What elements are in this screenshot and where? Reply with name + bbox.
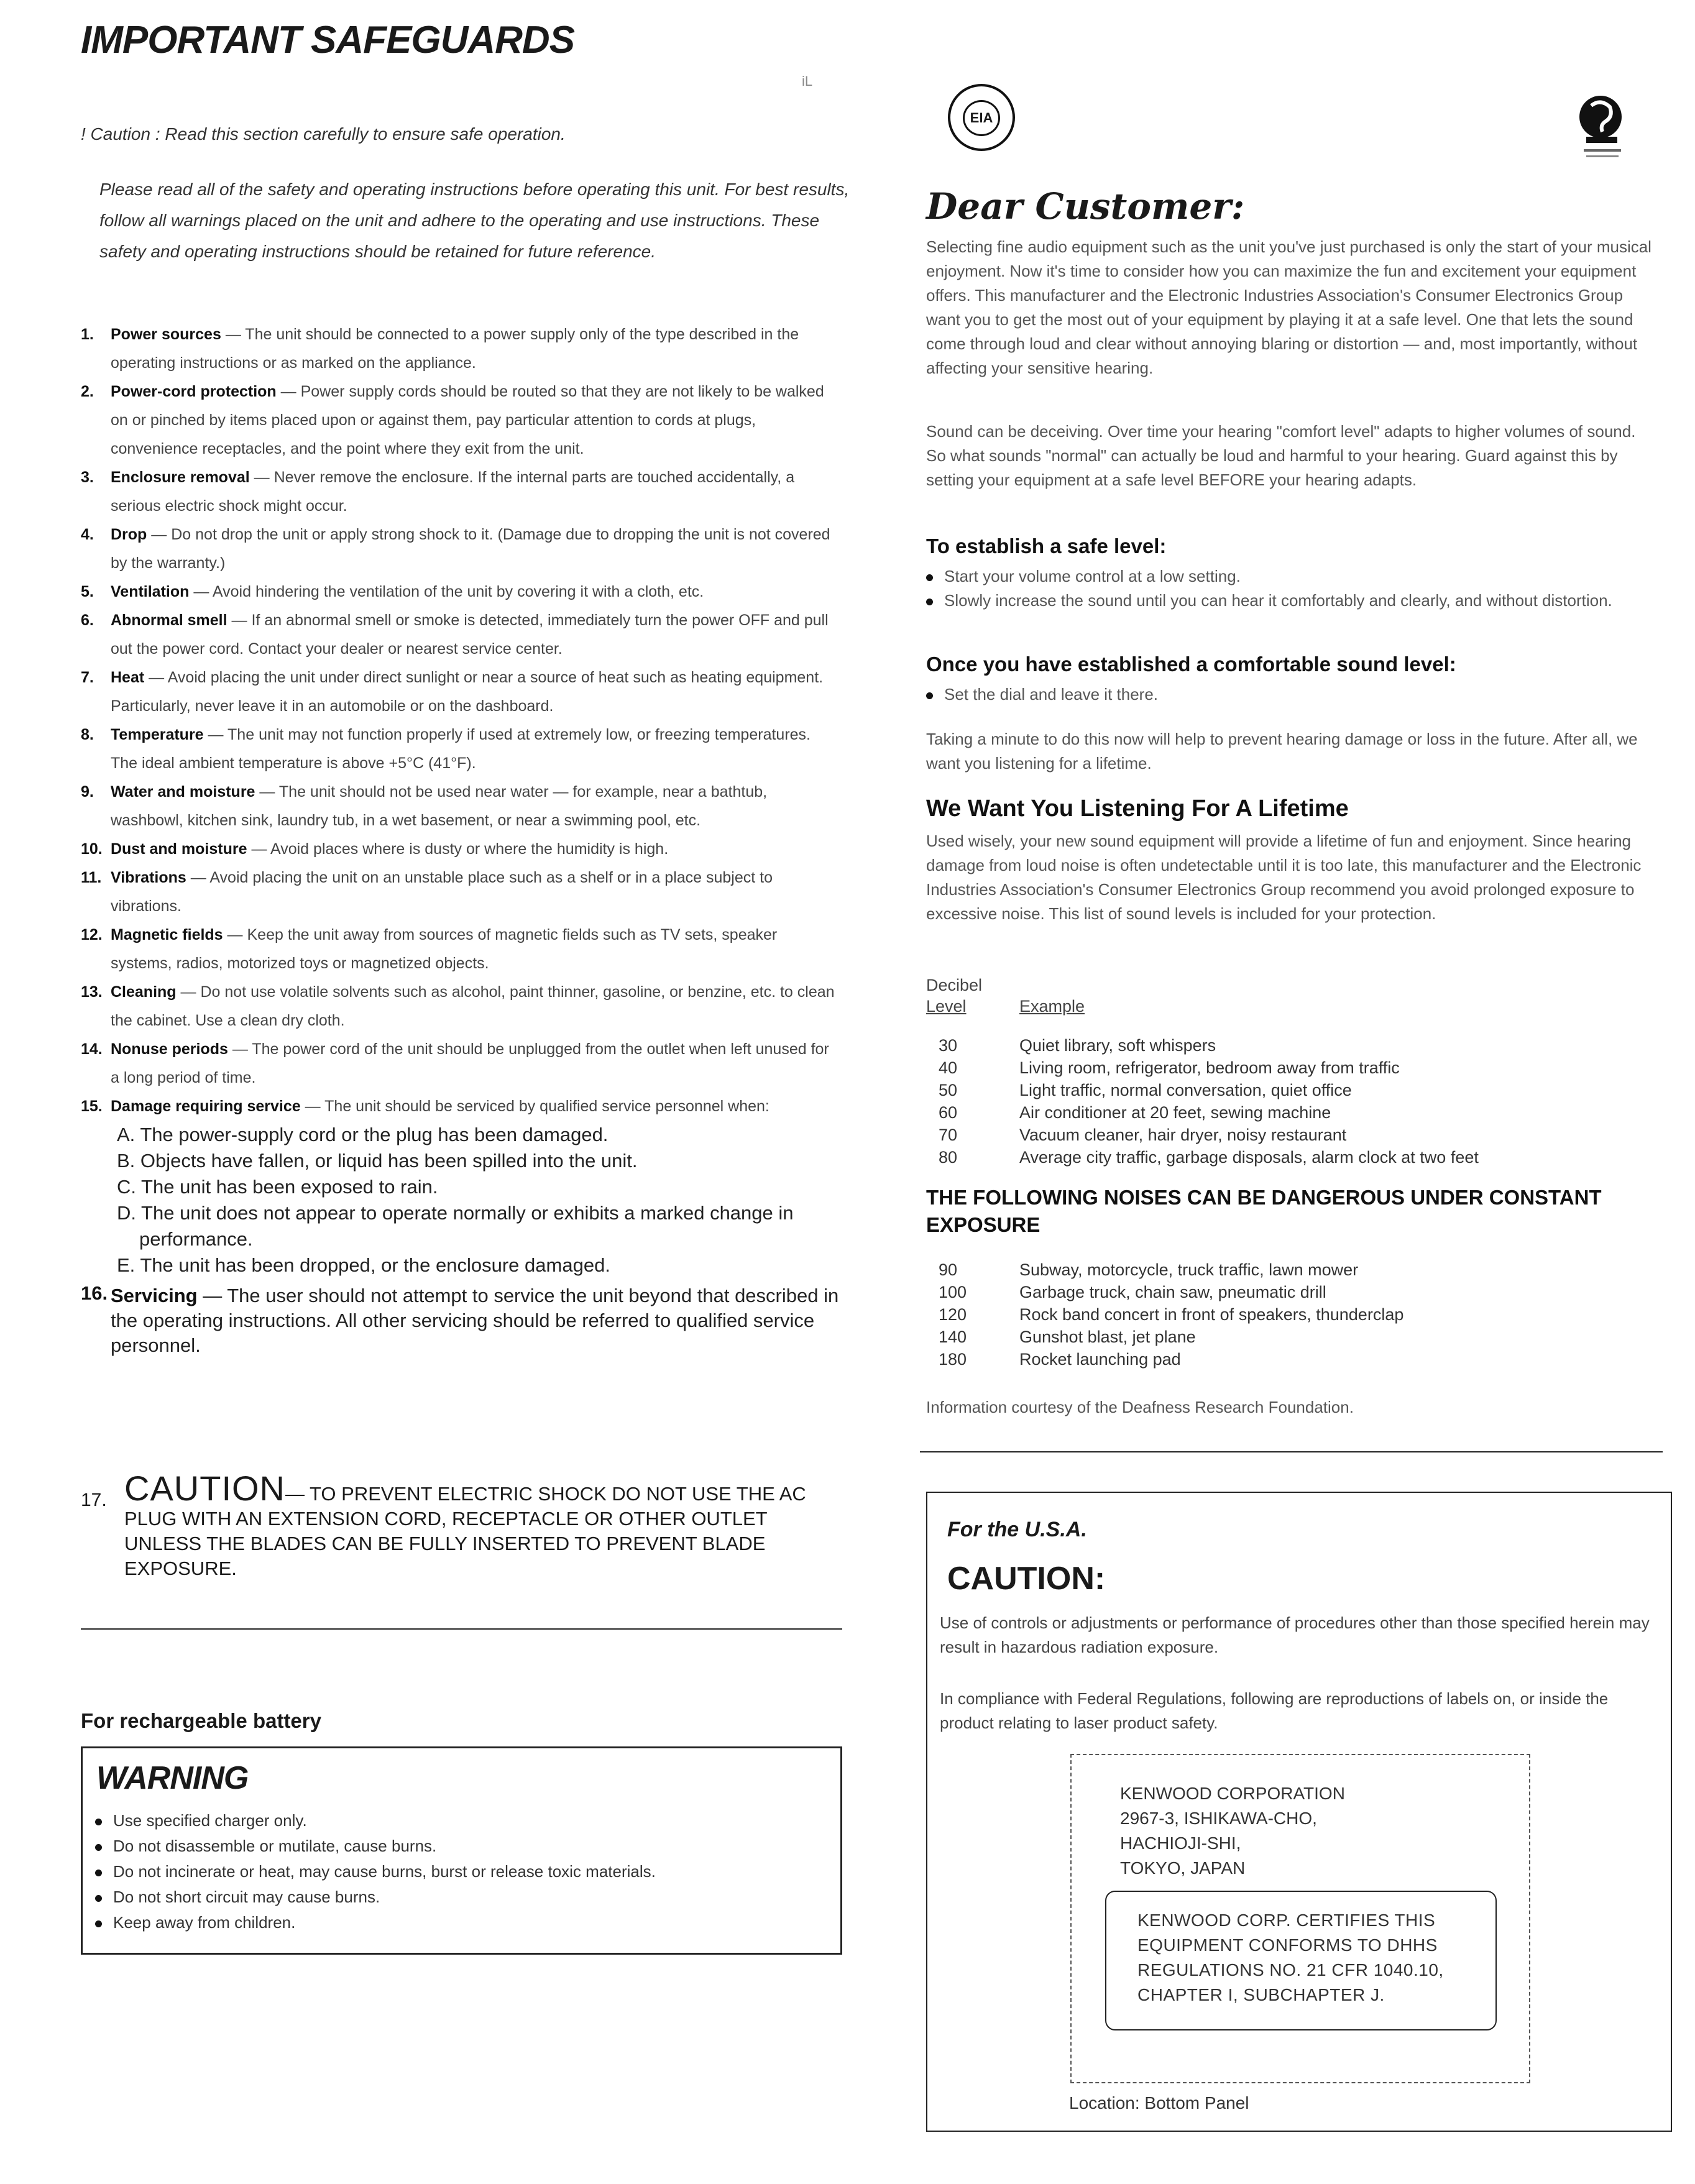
manufacturer-address: KENWOOD CORPORATION 2967-3, ISHIKAWA-CHO, HACHIOJI-SHI, TOKYO, JAPAN [1120, 1784, 1345, 1878]
list-item: Use specified charger only. [95, 1808, 656, 1833]
list-item: 7. Heat — Avoid placing the unit under direct sunlight or near a source of heat such as heating equipment. Particularly, never leave it in an automobile or on the dashboard. [81, 669, 824, 715]
list-item: 9. Water and moisture — The unit should not be used near water — for example, near a bathtub, washbowl, kitchen sink, laundry tub, in a wet basement, or near a swimming pool, etc. [81, 783, 768, 829]
courtesy-note: Information courtesy of the Deafness Research Foundation. [926, 1398, 1354, 1416]
list-item: 8. Temperature — The unit may not function properly if used at extremely low, or freezing temperatures. The ideal ambient temperature is above +5°C (41°F). [81, 726, 811, 772]
comfortable-level-heading: Once you have established a comfortable sound level: [926, 653, 1456, 676]
comfortable-level-list [926, 682, 1660, 707]
divider [81, 1628, 842, 1630]
list-item: 15. Damage requiring service — The unit should be serviced by qualified service personnel when: A. The power-supply cord or the plug has been damaged. B. Objects have fallen, or liquid has been spilled into the unit. C. The unit has been exposed to rain. D. The unit does not appear to operate normally or exhibits a marked change in performance. E. The unit has been dropped, or the enclosure damaged. [81, 1092, 839, 1278]
decibel-table-header: Decibel Level Example [926, 976, 1085, 1016]
safeguards-list [81, 320, 839, 1358]
list-item: 13. Cleaning — Do not use volatile solvents such as alcohol, paint thinner, gasoline, or benzine, etc. to clean the cabinet. Use a clean dry cloth. [81, 983, 835, 1029]
list-item: 14. Nonuse periods — The power cord of the unit should be unplugged from the outlet when left unused for a long period of time. [81, 1040, 829, 1086]
list-item: 6. Abnormal smell — If an abnormal smell or smoke is detected, immediately turn the power OFF and pull out the power cord. Contact your dealer or nearest service center. [81, 612, 829, 658]
radiation-paragraph: Use of controls or adjustments or performance of procedures other than those specified herein may result in hazardous radiation exposure. [940, 1613, 1650, 1656]
list-item: 3. Enclosure removal — Never remove the enclosure. If the internal parts are touched accidentally, a serious electric shock might occur. [81, 469, 795, 515]
list-item: 10. Dust and moisture — Avoid places where is dusty or where the humidity is high. [81, 840, 669, 858]
list-item: 5. Ventilation — Avoid hindering the ventilation of the unit by covering it with a cloth, etc. [81, 583, 704, 600]
usa-caution-heading: CAUTION: [947, 1561, 1106, 1597]
safe-level-heading: To establish a safe level: [926, 535, 1167, 557]
eia-logo-icon: EIA [948, 84, 1015, 151]
list-item: Do not incinerate or heat, may cause burns, burst or release toxic materials. [95, 1859, 656, 1884]
list-item: A. The power-supply cord or the plug has been damaged. [117, 1124, 609, 1145]
list-item: 4. Drop — Do not drop the unit or apply strong shock to it. (Damage due to dropping the unit is not covered by the warranty.) [81, 526, 830, 572]
usa-label: For the U.S.A. [947, 1518, 1087, 1541]
bullet-icon [926, 599, 933, 605]
bullet-icon [926, 574, 933, 581]
warning-list [95, 1808, 656, 1935]
dear-customer-heading: Dear Customer: [926, 185, 1245, 227]
list-item: 1. Power sources — The unit should be connected to a power supply only of the type described in the operating instructions or as marked on the appliance. [81, 326, 799, 372]
prevention-paragraph: Taking a minute to do this now will help to prevent hearing damage or loss in the future. After all, we want you listening for a lifetime. [926, 730, 1638, 773]
intro-paragraph: Please read all of the safety and operating instructions before operating this unit. For best results, follow all warnings placed on the unit and adhere to the operating and use instructions. These safety and operating instructions should be retained for future reference. [99, 180, 850, 261]
bullet-icon [95, 1844, 102, 1851]
caution-heading: CAUTION [124, 1469, 285, 1508]
list-item: Start your volume control at a low setting. [926, 564, 1660, 589]
list-item: Set the dial and leave it there. [926, 682, 1660, 707]
divider [920, 1451, 1663, 1452]
bullet-icon [926, 692, 933, 699]
certification-label: KENWOOD CORP. CERTIFIES THIS EQUIPMENT CONFORMS TO DHHS REGULATIONS NO. 21 CFR 1040.10, CHAPTER I, SUBCHAPTER J. [1105, 1891, 1497, 2030]
list-item: Slowly increase the sound until you can hear it comfortably and clearly, and without distortion. [926, 589, 1660, 613]
list-item: 11. Vibrations — Avoid placing the unit on an unstable place such as a shelf or in a place subject to vibrations. [81, 869, 773, 915]
battery-label: For rechargeable battery [81, 1709, 321, 1732]
customer-column: EIA Dear Customer: Selecting fine audio equipment such as the unit you've just purchased is only the start of your musical enjoyment. Now it's time to consider how you can maximize the fun and excitement your equipment offers. This manufacturer and the Electronic Industries Association's Consumer Electronics Group want you to get the most out of your equipment by playing it at a safe level. One that lets the sound come through loud and clear without annoying blaring or distortion — and, most importantly, without affecting your sensitive hearing. Sound can be deceiving. Over time your hearing "comfort level" adapts to higher volumes of sound. So what sounds "normal" can actually be loud and harmful to your hearing. Guard against this by setting your equipment at a safe level BEFORE your hearing adapts. To establish a safe level: Start your volume control at a low setting. Slowly increase the sound until you can hear it comfortably and clearly, and without distortion. Once you have established a comfortable sound level: Set the dial and leave it there. Taking a minute to do this now will help to prevent hearing damage or loss in the future. After all, we want you listening for a lifetime. We Want You Listening For A Lifetime Used wisely, your new sound equipment will provide a lifetime of fun and enjoyment. Since hearing damage from loud noise is often undetectable until it is too late, this manufacturer and the Electronic Industries Association's Consumer Electronics Group recommend you avoid prolonged exposure to excessive noise. This list of sound levels is included for your protection. Decibel Level Example 30 Quiet library, soft whispers 40 Living room, refrigerator, bedroom away from traffic 50 Light traffic, normal conversation, quiet office 60 Air conditioner at 20 feet, sewing machine 70 Vacuum cleaner, hair dryer, noisy restaurant 80 Average city traffic, garbage disposals, alarm clock at two feet THE FOLLOWING NOISES CAN BE DANGEROUS UNDER CONSTANT EXPOSURE 90 Subway, motorcycle, truck traffic, lawn mower 100 Garbage truck, chain saw, pneumatic drill 120 Rock band concert in front of speakers, thunderclap 140 Gunshot blast, jet plane 180 Rocket launching pad Information courtesy of the Deafness Research Foundation. For the U.S.A. CAUTION: Use of controls or adjustments or performance of procedures other than those specified herein may result in hazardous radiation exposure. In compliance with Federal Regulations, following are reproductions of labels on, or inside the product relating to laser product safety. KENWOOD CORPORATION 2967-3, ISHIKAWA-CHO, HACHIOJI-SHI, TOKYO, JAPAN KENWOOD CORP. CERTIFIES THIS EQUIPMENT CONFORMS TO DHHS REGULATIONS NO. 21 CFR 1040.10, CHAPTER I, SUBCHAPTER J. Location: Bottom Panel [920, 0, 1675, 2184]
corner-mark: iL [802, 73, 813, 89]
list-item: Do not short circuit may cause burns. [95, 1884, 656, 1910]
hearing-foundation-logo-icon [1573, 87, 1632, 168]
list-item: Keep away from children. [95, 1910, 656, 1935]
list-item: C. The unit has been exposed to rain. [117, 1176, 438, 1198]
bullet-icon [95, 1870, 102, 1876]
compliance-paragraph: In compliance with Federal Regulations, following are reproductions of labels on, or inside the product relating to laser product safety. [940, 1689, 1609, 1732]
list-item: D. The unit does not appear to operate normally or exhibits a marked change in performance. [117, 1202, 794, 1250]
intro-paragraph: Selecting fine audio equipment such as the unit you've just purchased is only the start of your musical enjoyment. Now it's time to consider how you can maximize the fun and excitement your equipment offers. This manufacturer and the Electronic Industries Association's Consumer Electronics Group want you to get the most out of your equipment by playing it at a safe level. One that lets the sound come through loud and clear without annoying blaring or distortion — and, most importantly, without affecting your sensitive hearing. [926, 237, 1651, 377]
danger-heading: THE FOLLOWING NOISES CAN BE DANGEROUS UNDER CONSTANT EXPOSURE [926, 1186, 1602, 1236]
lifetime-paragraph: Used wisely, your new sound equipment will provide a lifetime of fun and enjoyment. Since hearing damage from loud noise is often undetectable until it is too late, this manufacturer and the Electronic Industries Association's Consumer Electronics Group recommend you avoid prolonged exposure to excessive noise. This list of sound levels is included for your protection. [926, 832, 1642, 923]
list-item: 12. Magnetic fields — Keep the unit away from sources of magnetic fields such as TV sets, speaker systems, radios, motorized toys or magnetized objects. [81, 926, 778, 972]
safeguards-column: IMPORTANT SAFEGUARDS iL ! Caution : Read this section carefully to ensure safe operation. Please read all of the safety and operating instructions before operating this unit. For best results, follow all warnings placed on the unit and adhere to the operating and use instructions. These safety and operating instructions should be retained for future reference. 1. Power sources — The unit should be connected to a power supply only of the type described in the operating instructions or as marked on the appliance. 2. Power-cord protection — Power supply cords should be routed so that they are not likely to be walked on or pinched by items placed upon or against them, pay particular attention to cords at plugs, convenience receptacles, and the point where they exit from the unit. 3. Enclosure removal — Never remove the enclosure. If the internal parts are touched accidentally, a serious electric shock might occur. 4. Drop — Do not drop the unit or apply strong shock to it. (Damage due to dropping the unit is not covered by the warranty.) 5. Ventilation — Avoid hindering the ventilation of the unit by covering it with a cloth, etc. 6. Abnormal smell — If an abnormal smell or smoke is detected, immediately turn the power OFF and pull out the power cord. Contact your dealer or nearest service center. 7. Heat — Avoid placing the unit under direct sunlight or near a source of heat such as heating equipment. Particularly, never leave it in an automobile or on the dashboard. 8. Temperature — The unit may not function properly if used at extremely low, or freezing temperatures. The ideal ambient temperature is above +5°C (41°F). 9. Water and moisture — The unit should not be used near water — for example, near a bathtub, washbowl, kitchen sink, laundry tub, in a wet basement, or near a swimming pool, etc. 10. Dust and moisture — Avoid places where is dusty or where the humidity is high. 11. Vibrations — Avoid placing the unit on an unstable place such as a shelf or in a place subject to vibrations. 12. Magnetic fields — Keep the unit away from sources of magnetic fields such as TV sets, speaker systems, radios, motorized toys or magnetized objects. 13. Cleaning — Do not use volatile solvents such as alcohol, paint thinner, gasoline, or benzine, etc. to clean the cabinet. Use a clean dry cloth. 14. Nonuse periods — The power cord of the unit should be unplugged from the outlet when left unused for a long period of time. 15. Damage requiring service — The unit should be serviced by qualified service personnel when: A. The power-supply cord or the plug has been damaged. B. Objects have fallen, or liquid has been spilled into the unit. C. The unit has been exposed to rain. D. The unit does not appear to operate normally or exhibits a marked change in performance. E. The unit has been dropped, or the enclosure damaged. 16. Servicing — The user should not attempt to service the unit beyond that described in the operating instructions. All other servicing should be referred to qualified service personnel. 17. CAUTION— TO PREVENT ELECTRIC SHOCK DO NOT USE THE AC PLUG WITH AN EXTENSION CORD, RECEPTACLE OR OTHER OUTLET UNLESS THE BLADES CAN BE FULLY INSERTED TO PREVENT BLADE EXPOSURE. For rechargeable battery WARNING Use specified charger only. Do not disassemble or mutilate, cause burns. Do not incinerate or heat, may cause burns, burst or release toxic materials. Do not short circuit may cause burns. Keep away from children. [81, 19, 855, 62]
lifetime-heading: We Want You Listening For A Lifetime [926, 796, 1349, 822]
caution-line: ! Caution : Read this section carefully to ensure safe operation. [81, 124, 566, 144]
list-item: Do not disassemble or mutilate, cause burns. [95, 1833, 656, 1859]
bullet-icon [95, 1819, 102, 1825]
page-title: IMPORTANT SAFEGUARDS [81, 19, 575, 62]
warning-box [81, 1746, 842, 1955]
bullet-icon [95, 1895, 102, 1902]
usa-caution-box [926, 1492, 1672, 2132]
list-item: E. The unit has been dropped, or the enclosure damaged. [117, 1254, 610, 1276]
label-location: Location: Bottom Panel [1069, 2093, 1249, 2113]
laser-label-reproduction [1070, 1754, 1530, 2083]
damage-conditions [117, 1122, 839, 1278]
comfort-paragraph: Sound can be deceiving. Over time your hearing "comfort level" adapts to higher volumes of sound. So what sounds "normal" can actually be loud and harmful to your hearing. Guard against this by setting your equipment at a safe level BEFORE your hearing adapts. [926, 422, 1636, 489]
bullet-icon [95, 1920, 102, 1927]
list-item: 16. Servicing — The user should not attempt to service the unit beyond that described in the operating instructions. All other servicing should be referred to qualified service personnel. [81, 1282, 839, 1356]
list-item: B. Objects have fallen, or liquid has been spilled into the unit. [117, 1150, 638, 1172]
safe-level-list [926, 564, 1660, 613]
warning-title: WARNING [96, 1760, 249, 1796]
list-item: 2. Power-cord protection — Power supply cords should be routed so that they are not likely to be walked on or pinched by items placed upon or against them, pay particular attention to cords at plugs, convenience receptacles, and the point where they exit from the unit. [81, 383, 824, 457]
